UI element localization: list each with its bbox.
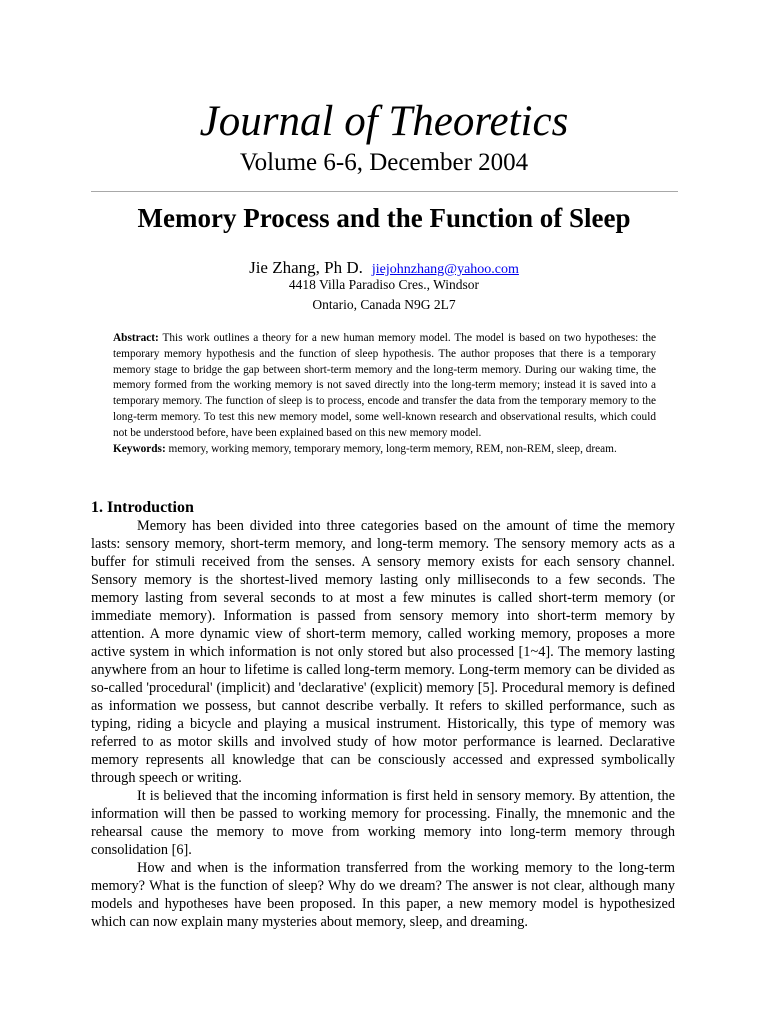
abstract-text: This work outlines a theory for a new human memory model. The model is based on two hypotheses: the temporary memory hypothesis and the function of sleep hypothesis. The author proposes that there is a temporary memory stage to bridge the gap between short-term memory and the long-term memory. During our waking time, the memory formed from the working memory is not saved directly into the long-term memory; instead it is saved into a temporary memory. The function of sleep is to process, encode and transfer the data from the temporary memory to the long-term memory. To test this new memory model, some well-known research and observational results, which could not be understood before, have been explained based on this new memory model. xyxy=(113,332,657,439)
paragraph: How and when is the information transferred from the working memory to the long-term memory? What is the function of sleep? Why do we dream? The answer is not clear, although many models and hypotheses have been proposed. In this paper, a new memory model is hypothesized which can now explain many mysteries about memory, sleep, and dreaming. xyxy=(91,860,675,930)
author-name: Jie Zhang, Ph D. xyxy=(249,258,363,277)
keywords-text: memory, working memory, temporary memory, long-term memory, REM, non-REM, sleep, dream. xyxy=(168,442,617,455)
abstract-block xyxy=(113,331,656,457)
author-address-line1: 4418 Villa Paradiso Cres., Windsor xyxy=(288,277,480,292)
header-divider xyxy=(91,191,678,192)
paragraph: It is believed that the incoming information is first held in sensory memory. By attention, the information will then be passed to working memory for processing. Finally, the mnemonic and the rehearsal cause the memory to move from working memory into long-term memory through consolidation [6]. xyxy=(91,788,675,858)
keywords-label: Keywords: xyxy=(113,442,166,455)
introduction-body xyxy=(91,517,675,931)
abstract-label: Abstract: xyxy=(113,332,159,344)
paragraph: Memory has been divided into three categories based on the amount of time the memory lasts: sensory memory, short-term memory, and long-term memory. The sensory memory acts as a buffer for stimuli received from the senses. A sensory memory exists for each sensory channel. Sensory memory is the shortest-lived memory lasting only milliseconds to a few seconds. The memory lasting from several seconds to at most a few minutes is called short-term memory (or immediate memory). Information is passed from sensory memory into short-term memory by attention. A more dynamic view of short-term memory, called working memory, proposes a more active system in which information is not only stored but also processed [1~4]. The memory lasting anywhere from an hour to lifetime is called long-term memory. Long-term memory can be divided as so-called 'procedural' (implicit) and 'declarative' (explicit) memory [5]. Procedural memory is defined as information we possess, but cannot describe verbally. It refers to skilled performance, such as typing, riding a bicycle and playing a musical instrument. Historically, this type of memory was referred to as motor skills and involved study of how motor performance is learned. Declarative memory represents all knowledge that can be consciously accessed and expressed symbolically through speech or writing. xyxy=(91,518,675,786)
author-email-link[interactable]: jiejohnzhang@yahoo.com xyxy=(371,262,519,277)
author-address-line2: Ontario, Canada N9G 2L7 xyxy=(312,297,456,312)
section-heading-introduction: 1. Introduction xyxy=(91,499,194,516)
paper-title: Memory Process and the Function of Sleep xyxy=(137,203,631,233)
volume-issue: Volume 6-6, December 2004 xyxy=(239,149,529,176)
journal-title: Journal of Theoretics xyxy=(199,98,569,145)
